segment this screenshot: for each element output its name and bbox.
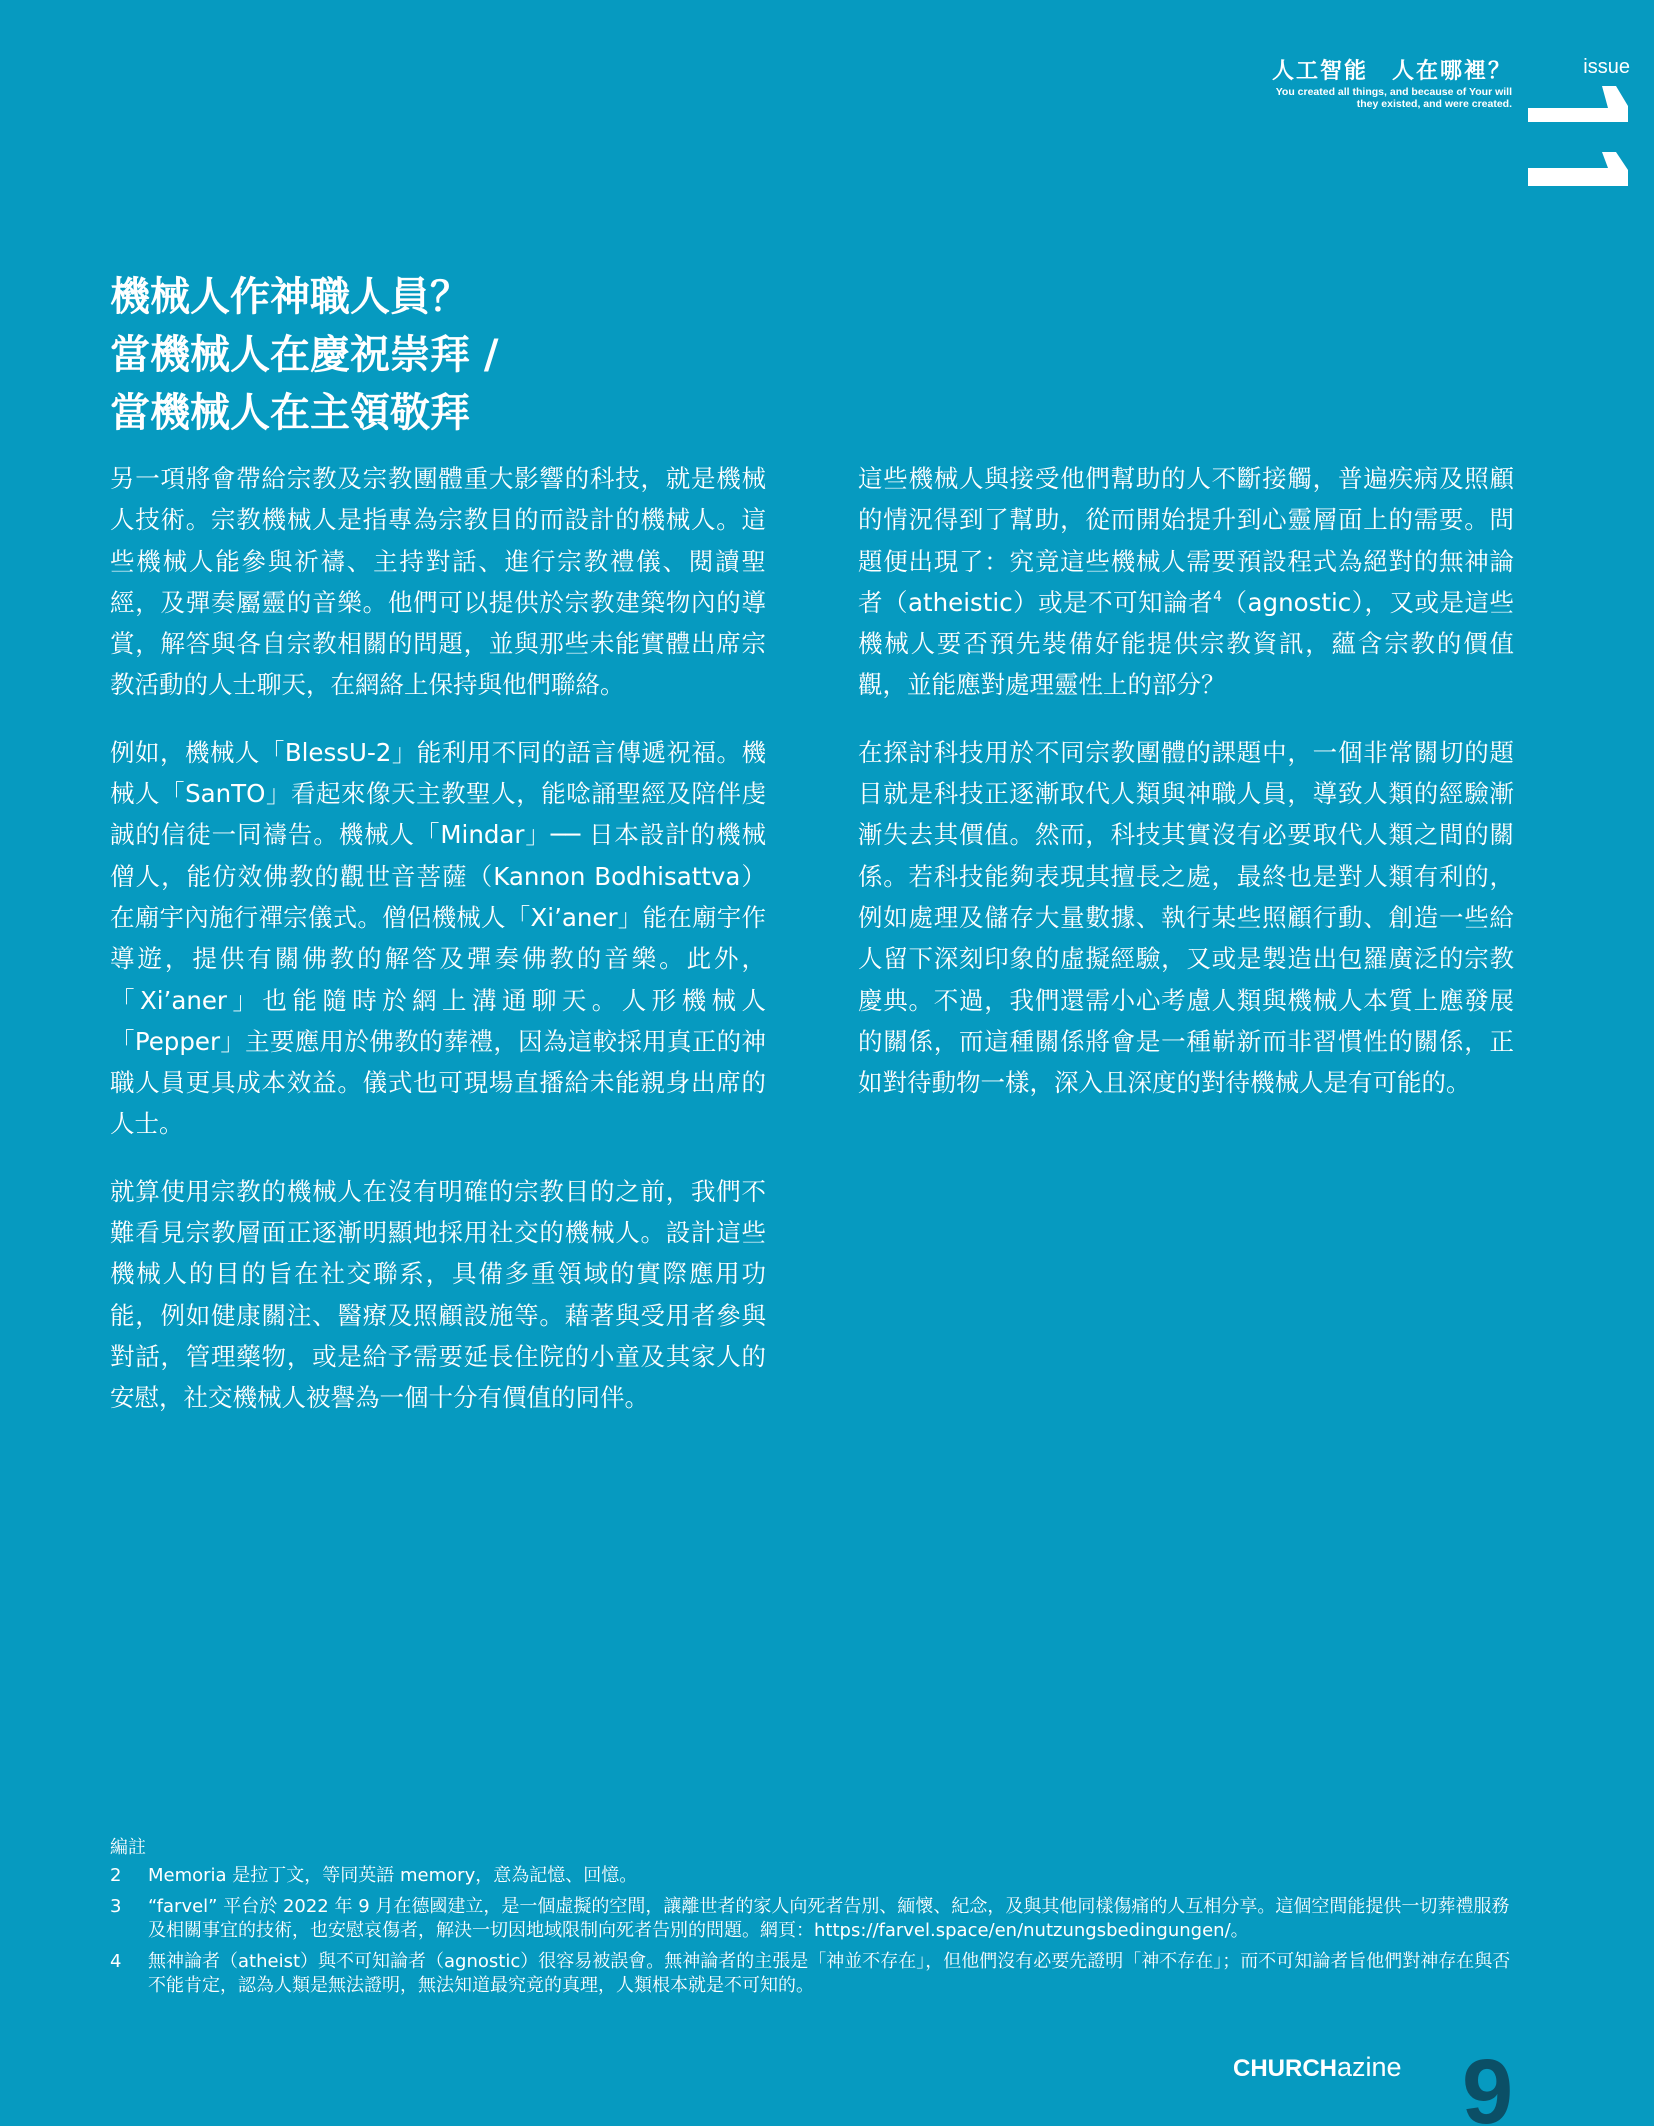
paragraph: 在探討科技用於不同宗教團體的課題中，一個非常關切的題目就是科技正逐漸取代人類與神職人員，導致人類的經驗漸漸失去其價值。然而，科技其實沒有必要取代人類之間的關係。若科技能夠表現其擅長之處，最終也是對人類有利的，例如處理及儲存大量數據、執行某些照顧行動、創造一些給人留下深刻印象的虛擬經驗，又或是製造出包羅廣泛的宗教慶典。不過，我們還需小心考慮人類與機械人本質上應發展的關係，而這種關係將會是一種嶄新而非習慣性的關係，正如對待動物一樣，深入且深度的對待機械人是有可能的。 (858, 737, 1514, 1098)
editor-notes (110, 1836, 1514, 2005)
issue-label: issue (1583, 56, 1630, 78)
header-subtitle-line1: You created all things, and because of Your will (1275, 86, 1512, 98)
footnote-ref[interactable]: 4 (1213, 588, 1223, 605)
header-subtitle-line2: they existed, and were created. (1356, 98, 1512, 110)
paragraph: 另一項將會帶給宗教及宗教團體重大影響的科技，就是機械人技術。宗教機械人是指專為宗教目的而設計的機械人。這些機械人能參與祈禱、主持對話、進行宗教禮儀、閱讀聖經，及彈奏屬靈的音樂。他們可以提供於宗教建築物內的導賞，解答與各自宗教相關的問題，並與那些未能實體出席宗教活動的人士聊天，在網絡上保持與他們聯絡。 (110, 464, 766, 700)
left-column (110, 458, 766, 1445)
note-item (110, 1950, 1514, 1998)
paragraph-text: （agnostic），又或是這些機械人要否預先裝備好能提供宗教資訊，蘊含宗教的價值觀，並能應對處理靈性上的部分？ (858, 587, 1514, 700)
churchazine-logo (1233, 2052, 1402, 2083)
note-text: 無神論者（atheist）與不可知論者（agnostic）很容易被誤會。無神論者的主張是「神並不存在」，但他們沒有必要先證明「神不存在」；而不可知論者旨他們對神存在與否不能肯定，認為人類是無法證明，無法知道最究竟的真理，人類根本就是不可知的。 (148, 1951, 1511, 1996)
paragraph: 例如，機械人「BlessU-2」能利用不同的語言傳遞祝福。機械人「SanTO」看起來像天主教聖人，能唸誦聖經及陪伴虔誠的信徒一同禱告。機械人「Mindar」── 日本設計的機械僧人，能仿效佛教的觀世音菩薩（Kannon Bodhisattva）在廟宇內施行禪宗儀式。僧侶機械人「Xi’aner」能在廟宇作導遊，提供有關佛教的解答及彈奏佛教的音樂。此外，「Xi’aner」也能隨時於網上溝通聊天。人形機械人「Pepper」主要應用於佛教的葬禮，因為這較採用真正的神職人員更具成本效益。儀式也可現場直播給未能親身出席的人士。 (110, 737, 766, 1139)
title-line-1: 機械人作神職人員？ (110, 274, 470, 320)
header (1272, 58, 1512, 110)
page-number: 9 (1462, 2042, 1514, 2126)
note-item (110, 1895, 1514, 1943)
note-number: 2 (110, 1865, 122, 1886)
logo-part-1: CHURCH (1233, 2055, 1337, 2082)
article-title (110, 268, 870, 442)
title-line-3: 當機械人在主領敬拜 (110, 390, 470, 436)
note-number: 4 (110, 1951, 122, 1972)
note-number: 3 (110, 1896, 122, 1917)
title-line-2: 當機械人在慶祝崇拜 / (110, 332, 499, 378)
note-text: “farvel” 平台於 2022 年 9 月在德國建立，是一個虛擬的空間，讓離世者的家人向死者告別、緬懷、紀念，及與其他同樣傷痛的人互相分享。這個空間能提供一切葬禮服務及相關事宜的技術，也安慰哀傷者，解決一切因地域限制向死者告別的問題。網頁：https://farvel.space/en/nutzungsbedingungen/。 (148, 1896, 1510, 1941)
paragraph (858, 458, 1514, 706)
issue-number-11-mark (1528, 86, 1628, 190)
paragraph-text: 這些機械人與接受他們幫助的人不斷接觸，普遍疾病及照顧的情況得到了幫助，從而開始提升到心靈層面上的需要。問題便出現了：究竟這些機械人需要預設程式為絕對的無神論者（atheistic）或是不可知論者 (858, 464, 1514, 617)
paragraph: 就算使用宗教的機械人在沒有明確的宗教目的之前，我們不難看見宗教層面正逐漸明顯地採用社交的機械人。設計這些機械人的目的旨在社交聯系，具備多重領域的實際應用功能，例如健康關注、醫療及照顧設施等。藉著與受用者參與對話，管理藥物，或是給予需要延長住院的小童及其家人的安慰，社交機械人被譽為一個十分有價值的同伴。 (110, 1176, 766, 1413)
note-text: Memoria 是拉丁文，等同英語 memory，意為記憶、回憶。 (148, 1865, 638, 1886)
logo-part-2: azine (1337, 2052, 1402, 2082)
notes-heading: 編註 (110, 1837, 146, 1858)
note-item (110, 1864, 1514, 1888)
right-column (858, 458, 1514, 1129)
header-title: 人工智能 人在哪裡？ (1271, 59, 1512, 84)
